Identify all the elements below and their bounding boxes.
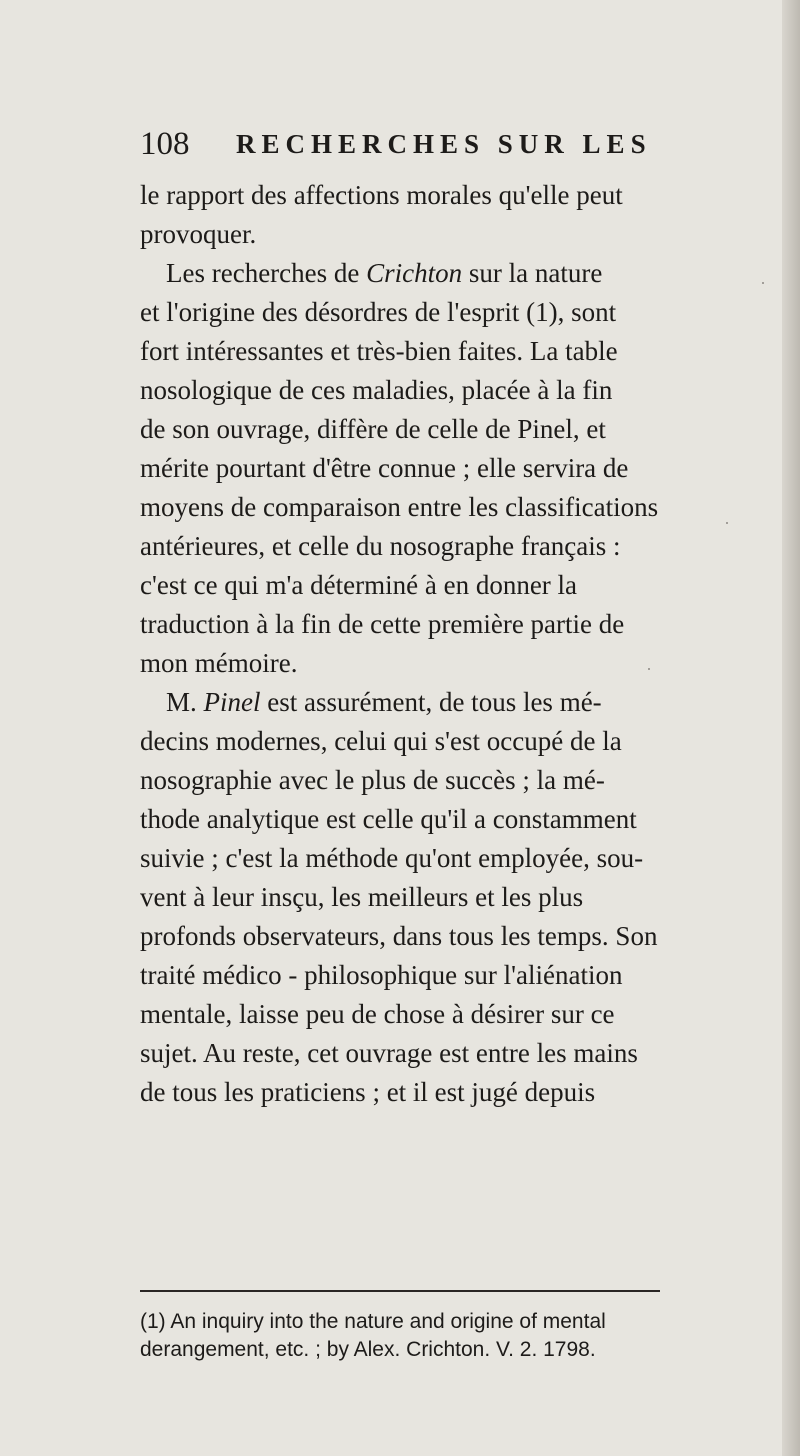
footnote-rule <box>140 1290 660 1292</box>
running-title: RECHERCHES SUR LES <box>236 129 652 159</box>
footnote <box>140 1308 660 1364</box>
text-line-5: fort intéressantes et très-bien faites. La table <box>140 336 618 366</box>
text-line-8: mérite pourtant d'être connue ; elle servira de <box>140 453 629 483</box>
text-line-15: decins modernes, celui qui s'est occupé de la <box>140 726 622 756</box>
text-line-3: Les recherches de Crichton sur la nature <box>166 258 603 288</box>
text-line-6: nosologique de ces maladies, placée à la fin <box>140 375 613 405</box>
text-line-18: suivie ; c'est la méthode qu'ont employée, sou- <box>140 843 644 873</box>
text-line-1: le rapport des affections morales qu'elle peut <box>140 180 623 210</box>
paper-speck <box>762 282 764 284</box>
text-line-24: de tous les praticiens ; et il est jugé depuis <box>140 1077 596 1107</box>
text-line-7: de son ouvrage, diffère de celle de Pinel, et <box>140 414 606 444</box>
page-number: 108 <box>140 126 190 162</box>
text-line-11: c'est ce qui m'a déterminé à en donner la <box>140 570 578 600</box>
text-line-19: vent à leur insçu, les meilleurs et les plus <box>140 882 584 912</box>
body-text <box>140 176 660 1112</box>
paper-speck <box>726 522 728 524</box>
footnote-line-2: derangement, etc. ; by Alex. Crichton. V. 2. 1798. <box>140 1338 596 1361</box>
page-edge-shadow <box>782 0 800 1456</box>
text-line-13: mon mémoire. <box>140 648 298 678</box>
text-line-16: nosographie avec le plus de succès ; la mé- <box>140 765 605 795</box>
author-name-pinel: Pinel <box>203 687 261 717</box>
footnote-line-1: (1) An inquiry into the nature and origine of mental <box>140 1310 606 1333</box>
text-line-23: sujet. Au reste, cet ouvrage est entre les mains <box>140 1038 638 1068</box>
text-line-10: antérieures, et celle du nosographe français : <box>140 531 621 561</box>
text-line-17: thode analytique est celle qu'il a constamment <box>140 804 637 834</box>
text-line-21: traité médico - philosophique sur l'aliénation <box>140 960 623 990</box>
paper-speck <box>648 668 650 670</box>
text-line-9: moyens de comparaison entre les classifications <box>140 492 659 522</box>
text-line-20: profonds observateurs, dans tous les temps. Son <box>140 921 658 951</box>
text-line-2: provoquer. <box>140 219 257 249</box>
text-line-12: traduction à la fin de cette première partie de <box>140 609 625 639</box>
author-name-crichton: Crichton <box>366 258 463 288</box>
running-head <box>140 127 660 161</box>
text-line-22: mentale, laisse peu de chose à désirer sur ce <box>140 999 615 1029</box>
text-line-14: M. Pinel est assurément, de tous les mé- <box>166 687 602 717</box>
text-line-4: et l'origine des désordres de l'esprit (1), sont <box>140 297 617 327</box>
